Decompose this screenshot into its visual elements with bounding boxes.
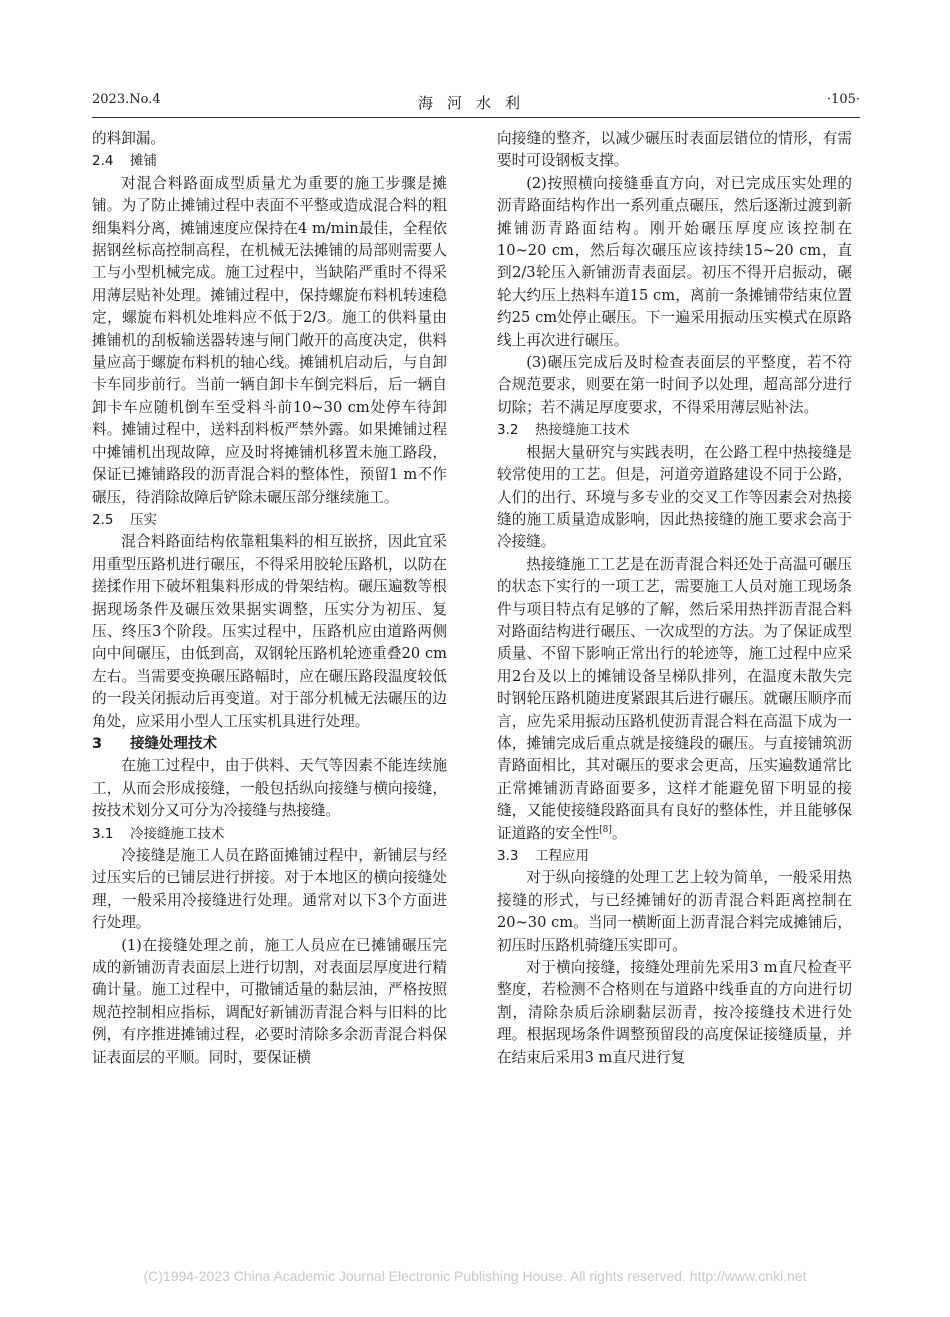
section-title: 摊铺 bbox=[130, 153, 157, 170]
paragraph: 对于纵向接缝的处理工艺上较为简单，一般采用热接缝的形式，与已经摊铺好的沥青混合料距离控制在20~30 cm。当同一横断面上沥青混合料完成摊铺后，初压时压路机骑缝压实即可。 bbox=[497, 869, 852, 954]
paragraph-text: 热接缝施工工艺是在沥青混合料还处于高温可碾压的状态下实行的一项工艺，需要施工人员对施工现场条件与项目特点有足够的了解，然后采用热拌沥青混合料对路面结构进行碾压、一次成型的方法。为了保证成型质量、不留下影响正常出行的轮迹等，施工过程中应采用2台及以上的摊铺设备呈梯队排列，在温度未散失完时钢轮压路机随进度紧跟其后进行碾压。就碾压顺序而言，应先采用振动压路机使沥青混合料在高温下成为一体，摊铺完成后重点就是接缝段的碾压。与直接铺筑沥青路面相比，其对碾压的要求会更高，压实遍数通常比正常摊铺沥青路面要多，这样才能避免留下明显的接缝，又能使接缝段路面具有良好的整体性，并且能够保证道路的安全性 bbox=[497, 555, 852, 842]
section-number: 3.1 bbox=[92, 825, 114, 842]
section-heading-2-5 bbox=[92, 509, 447, 531]
paragraph: 对混合料路面成型质量尤为重要的施工步骤是摊铺。为了防止摊铺过程中表面不平整或造成混合料的粗细集料分离，摊铺速度应保持在4 m/min最佳，全程依据钢丝标高控制高程，在机械无法摊铺的局部则需要人工与小型机械完成。施工过程中，当缺陷严重时不得采用薄层贴补处理。摊铺过程中，保持螺旋布料机转速稳定，螺旋布料机处堆料应不低于2/3。施工的供料量由摊铺机的刮板输送器转速与闸门敞开的高度决定，供料量应高于螺旋布料机的轴心线。摊铺机启动后，与自卸卡车同步前行。当前一辆自卸卡车倒完料后，后一辆自卸卡车应随机倒车至受料斗前10~30 cm处停车待卸料。摊铺过程中，送料刮料板严禁外露。如果摊铺过程中摊铺机出现故障，应及时将摊铺机移置未施工路段，保证已摊铺路段的沥青混合料的整体性，预留1 m不作碾压，待消除故障后铲除未碾压部分继续施工。 bbox=[92, 174, 447, 506]
citation-ref[interactable]: [8] bbox=[599, 824, 612, 835]
paragraph: (3)碾压完成后及时检查表面层的平整度，若不符合规范要求，则要在第一时间予以处理，超高部分进行切除；若不满足厚度要求，不得采用薄层贴补法。 bbox=[497, 354, 852, 416]
section-heading-3-2 bbox=[497, 419, 852, 441]
section-number: 3.3 bbox=[497, 848, 519, 864]
journal-title: 海河水利 bbox=[417, 94, 534, 112]
paragraph: 向接缝的整齐，以减少碾压时表面层错位的情形，有需要时可设钢板支撑。 bbox=[497, 130, 852, 170]
section-title: 工程应用 bbox=[535, 848, 589, 864]
page-number: ·105· bbox=[826, 92, 860, 107]
paragraph bbox=[497, 554, 852, 845]
section-number: 2.4 bbox=[92, 153, 114, 170]
section-title: 冷接缝施工技术 bbox=[130, 825, 225, 842]
paragraph: 对于横向接缝，接缝处理前先采用3 m直尺检查平整度，若检测不合格则在与道路中线垂直的方向进行切割，清除杂质后涂刷黏层沥青，按冷接缝技术进行处理。根据现场条件调整预留段的高度保证接缝质量，并在结束后采用3 m直尺进行复 bbox=[497, 959, 852, 1066]
section-heading-2-4 bbox=[92, 150, 447, 172]
paragraph: (1)在接缝处理之前，施工人员应在已摊铺碾压完成的新铺沥青表面层上进行切割，对表面层厚度进行精确计量。施工过程中，可撒铺适量的黏层油，严格按照规范控制相应指标，调配好新铺沥青混合料与旧料的比例，有序推进摊铺过程，必要时清除多余沥青混合料保证表面层的平顺。同时，要保证横 bbox=[92, 936, 447, 1066]
left-column bbox=[92, 128, 447, 1069]
paragraph: 的料卸漏。 bbox=[92, 130, 165, 147]
section-number: 2.5 bbox=[92, 511, 114, 528]
section-heading-3-3 bbox=[497, 845, 852, 867]
section-title: 热接缝施工技术 bbox=[535, 422, 630, 439]
section-heading-3-1 bbox=[92, 823, 447, 845]
paragraph: (2)按照横向接缝垂直方向，对已完成压实处理的沥青路面结构作出一系列重点碾压，然后逐渐过渡到新摊铺沥青路面结构。刚开始碾压厚度应该控制在10~20 cm，然后每次碾压应该持续15~20 cm，直到2/3轮压入新铺沥青表面层。初压不得开启振动，碾轮大约压上热料车道15 cm，离前一条摊铺带结束位置约25 cm处停止碾压。下一遍采用振动压实模式在原路线上再次进行碾压。 bbox=[497, 174, 852, 349]
paragraph: 在施工过程中，由于供料、天气等因素不能连续施工，从而会形成接缝，一般包括纵向接缝与横向接缝，按技术划分又可分为冷接缝与热接缝。 bbox=[92, 757, 447, 820]
issue-number: 2023.No.4 bbox=[92, 92, 161, 107]
paragraph: 冷接缝是施工人员在路面摊铺过程中，新铺层与经过压实后的已铺层进行拼接。对于本地区的横向接缝处理，一般采用冷接缝进行处理。通常对以下3个方面进行处理。 bbox=[92, 847, 447, 932]
section-title: 压实 bbox=[130, 511, 157, 528]
paragraph: 根据大量研究与实践表明，在公路工程中热接缝是较常使用的工艺。但是，河道旁道路建设不同于公路，人们的出行、环境与多专业的交叉工作等因素会对热接缝的施工质量造成影响，因此热接缝的施工要求会高于冷接缝。 bbox=[497, 443, 852, 551]
header-divider bbox=[92, 117, 860, 118]
section-heading-3 bbox=[92, 733, 447, 755]
running-header bbox=[92, 92, 860, 114]
section-number: 3 bbox=[92, 735, 103, 752]
section-number: 3.2 bbox=[497, 422, 519, 439]
paragraph-end: 。 bbox=[611, 824, 627, 842]
paragraph: 混合料路面结构依靠粗集料的相互嵌挤，因此宜采用重型压路机进行碾压，不得采用胶轮压路机，以防在搓揉作用下破坏粗集料形成的骨架结构。碾压遍数等根据现场条件及碾压效果据实调整，压实分为初压、复压、终压3个阶段。压实过程中，压路机应由道路两侧向中间碾压，由低到高，双钢轮压路机轮迹重叠20 cm左右。当需要变换碾压路幅时，应在碾压路段温度较低的一段关闭振动后再变道。对于部分机械无法碾压的边角处，应采用小型人工压实机具进行处理。 bbox=[92, 533, 447, 730]
section-title: 接缝处理技术 bbox=[130, 735, 217, 752]
right-column bbox=[497, 128, 852, 1069]
copyright-footer: (C)1994-2023 China Academic Journal Electronic Publishing House. All rights reserved. http://www.cnki.net bbox=[143, 1268, 807, 1284]
